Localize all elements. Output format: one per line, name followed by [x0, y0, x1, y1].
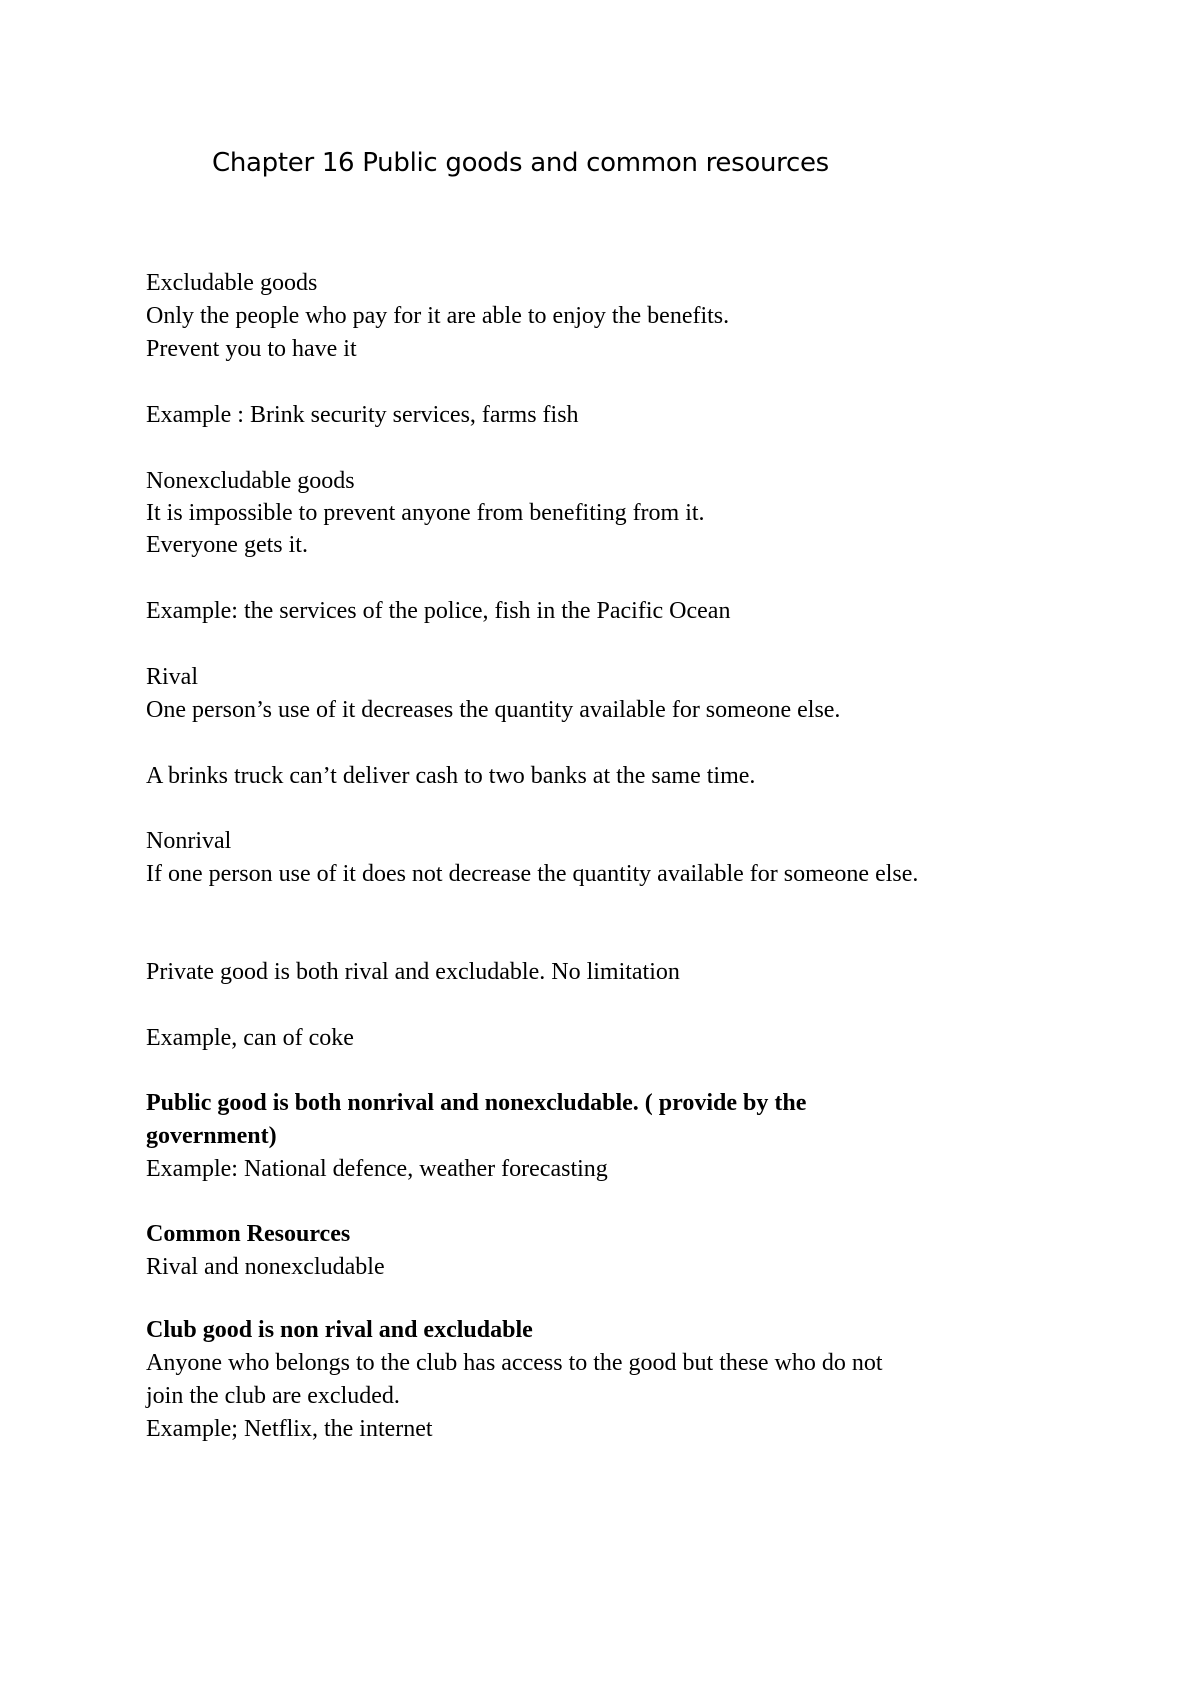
private-good-example: Example, can of coke [146, 1025, 354, 1051]
club-good-heading: Club good is non rival and excludable [146, 1317, 533, 1343]
nonexcludable-heading: Nonexcludable goods [146, 468, 355, 494]
rival-example: A brinks truck can’t deliver cash to two banks at the same time. [146, 763, 756, 789]
nonexcludable-example: Example: the services of the police, fish in the Pacific Ocean [146, 598, 731, 624]
nonrival-heading: Nonrival [146, 828, 232, 854]
nonexcludable-note: Everyone gets it. [146, 532, 308, 558]
common-resources-definition: Rival and nonexcludable [146, 1254, 385, 1280]
excludable-heading: Excludable goods [146, 270, 318, 296]
nonexcludable-definition: It is impossible to prevent anyone from benefiting from it. [146, 500, 705, 526]
club-good-definition: Anyone who belongs to the club has access to the good but these who do not [146, 1350, 883, 1376]
excludable-definition: Only the people who pay for it are able to enjoy the benefits. [146, 303, 730, 329]
rival-heading: Rival [146, 664, 198, 690]
public-good-example: Example: National defence, weather forecasting [146, 1156, 608, 1182]
public-good-definition-cont: government) [146, 1123, 277, 1149]
private-good-definition: Private good is both rival and excludable. No limitation [146, 959, 680, 985]
page-title: Chapter 16 Public goods and common resources [212, 148, 829, 178]
nonrival-definition: If one person use of it does not decrease the quantity available for someone else. [146, 861, 919, 887]
excludable-example: Example : Brink security services, farms fish [146, 402, 579, 428]
common-resources-heading: Common Resources [146, 1221, 351, 1247]
rival-definition: One person’s use of it decreases the quantity available for someone else. [146, 697, 841, 723]
club-good-example: Example; Netflix, the internet [146, 1416, 433, 1442]
public-good-definition: Public good is both nonrival and nonexcludable. ( provide by the [146, 1090, 807, 1116]
club-good-definition-cont: join the club are excluded. [146, 1383, 400, 1409]
excludable-note: Prevent you to have it [146, 336, 357, 362]
